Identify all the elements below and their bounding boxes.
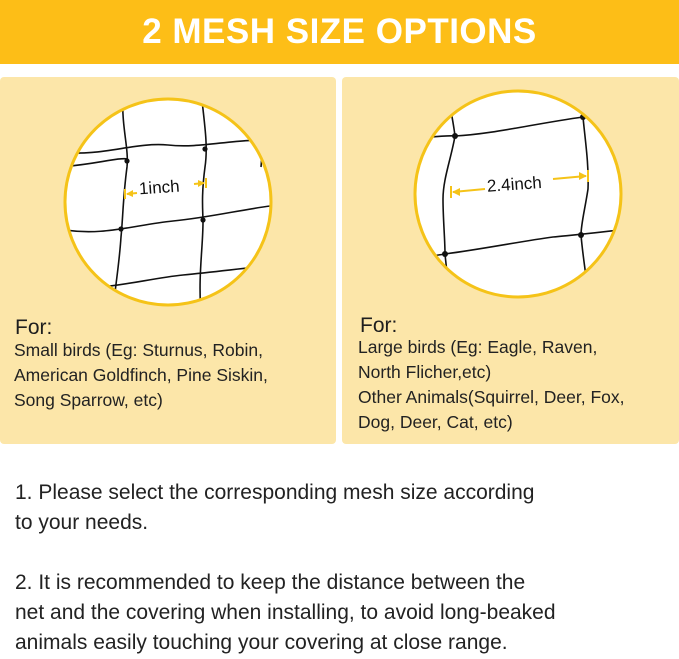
note-line: 2. It is recommended to keep the distance between the: [15, 571, 526, 594]
description-line: Other Animals(Squirrel, Deer, Fox,: [358, 387, 625, 407]
description-line: Large birds (Eg: Eagle, Raven,: [358, 337, 598, 357]
large-mesh-description: [358, 335, 676, 435]
title-banner: [0, 0, 679, 64]
small-mesh-description: [14, 338, 332, 413]
description-line: North Flicher,etc): [358, 362, 492, 382]
small-mesh-size-label: 1inch: [138, 176, 181, 199]
note-line: net and the covering when installing, to avoid long-beaked: [15, 601, 556, 624]
banner-title: 2 MESH SIZE OPTIONS: [142, 12, 537, 51]
large-mesh-size-label: 2.4inch: [486, 172, 543, 196]
large-mesh-for-label: For:: [360, 314, 398, 337]
note-line: animals easily touching your covering at close range.: [15, 631, 508, 654]
small-mesh-net-icon: [63, 97, 273, 307]
small-mesh-for-label: For:: [15, 316, 53, 339]
note-line: 1. Please select the corresponding mesh size according: [15, 481, 535, 504]
description-line: Song Sparrow, etc): [14, 390, 163, 410]
note-keep-distance: [15, 568, 665, 658]
note-select-mesh: [15, 478, 665, 538]
description-line: Small birds (Eg: Sturnus, Robin,: [14, 340, 263, 360]
description-line: Dog, Deer, Cat, etc): [358, 412, 513, 432]
note-line: to your needs.: [15, 511, 149, 534]
description-line: American Goldfinch, Pine Siskin,: [14, 365, 268, 385]
